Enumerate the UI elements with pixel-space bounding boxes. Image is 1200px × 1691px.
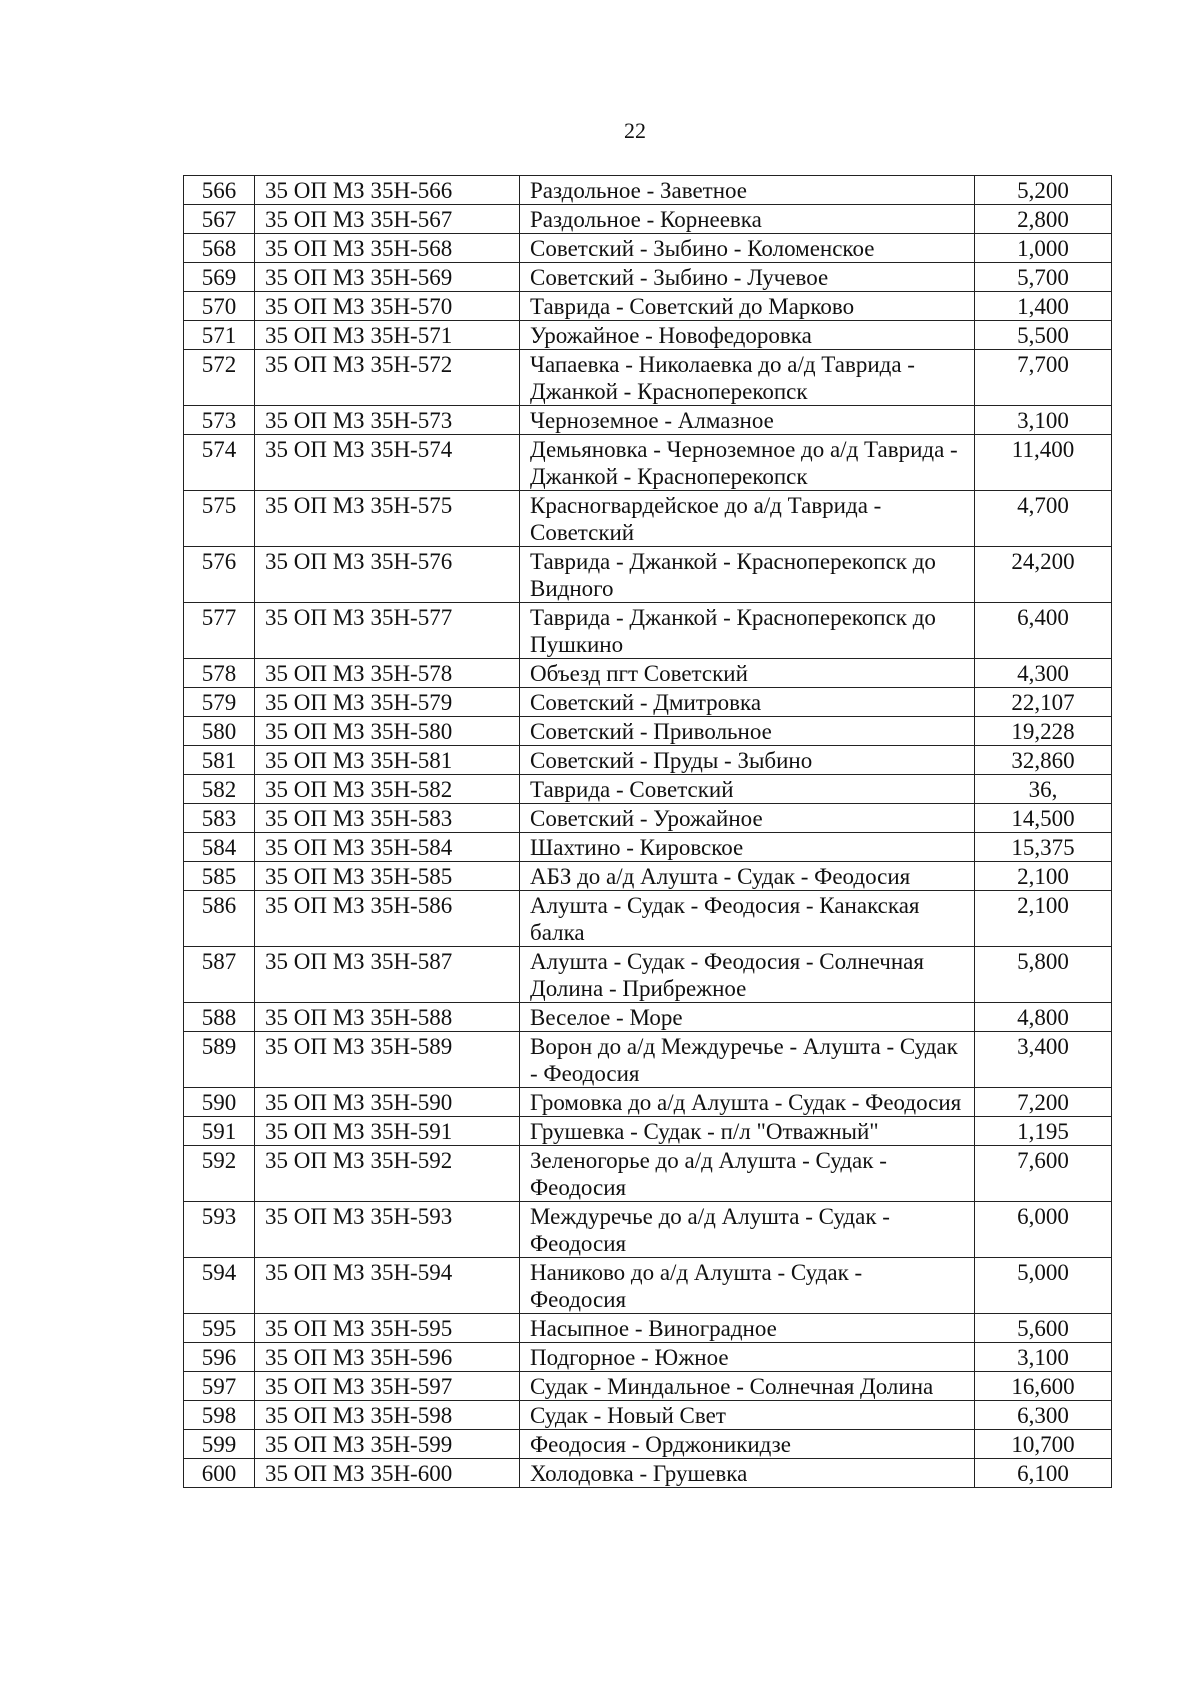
table-row [184, 263, 1112, 292]
road-name: Холодовка - Грушевка [520, 1459, 975, 1488]
road-length: 2,100 [975, 891, 1112, 947]
table-row [184, 1202, 1112, 1258]
table-row [184, 1258, 1112, 1314]
row-number: 587 [184, 947, 255, 1003]
row-number: 582 [184, 775, 255, 804]
road-length: 2,800 [975, 205, 1112, 234]
table-row [184, 746, 1112, 775]
table-row [184, 1146, 1112, 1202]
road-code: 35 ОП МЗ 35Н-570 [255, 292, 520, 321]
road-code: 35 ОП МЗ 35Н-586 [255, 891, 520, 947]
table-row [184, 833, 1112, 862]
row-number: 596 [184, 1343, 255, 1372]
road-code: 35 ОП МЗ 35Н-591 [255, 1117, 520, 1146]
roads-table-body [184, 176, 1112, 1488]
road-length: 4,700 [975, 491, 1112, 547]
road-length: 7,600 [975, 1146, 1112, 1202]
road-length: 5,000 [975, 1258, 1112, 1314]
road-code: 35 ОП МЗ 35Н-587 [255, 947, 520, 1003]
road-name: Грушевка - Судак - п/л "Отважный" [520, 1117, 975, 1146]
road-name: Судак - Новый Свет [520, 1401, 975, 1430]
road-name: Советский - Зыбино - Коломенское [520, 234, 975, 263]
road-code: 35 ОП МЗ 35Н-567 [255, 205, 520, 234]
road-code: 35 ОП МЗ 35Н-571 [255, 321, 520, 350]
road-code: 35 ОП МЗ 35Н-569 [255, 263, 520, 292]
table-row [184, 862, 1112, 891]
table-row [184, 891, 1112, 947]
row-number: 585 [184, 862, 255, 891]
row-number: 584 [184, 833, 255, 862]
table-row [184, 406, 1112, 435]
row-number: 583 [184, 804, 255, 833]
row-number: 579 [184, 688, 255, 717]
row-number: 593 [184, 1202, 255, 1258]
road-length: 1,195 [975, 1117, 1112, 1146]
row-number: 594 [184, 1258, 255, 1314]
road-code: 35 ОП МЗ 35Н-594 [255, 1258, 520, 1314]
road-code: 35 ОП МЗ 35Н-572 [255, 350, 520, 406]
page-number: 22 [624, 118, 646, 143]
road-length: 22,107 [975, 688, 1112, 717]
road-code: 35 ОП МЗ 35Н-580 [255, 717, 520, 746]
road-name: Советский - Урожайное [520, 804, 975, 833]
road-code: 35 ОП МЗ 35Н-574 [255, 435, 520, 491]
row-number: 572 [184, 350, 255, 406]
road-name: Раздольное - Корнеевка [520, 205, 975, 234]
road-code: 35 ОП МЗ 35Н-581 [255, 746, 520, 775]
row-number: 578 [184, 659, 255, 688]
row-number: 573 [184, 406, 255, 435]
table-row [184, 292, 1112, 321]
road-name: Красногвардейское до а/д Таврида - Советский [520, 491, 975, 547]
road-length: 36, [975, 775, 1112, 804]
table-row [184, 1032, 1112, 1088]
table-row [184, 435, 1112, 491]
road-code: 35 ОП МЗ 35Н-579 [255, 688, 520, 717]
row-number: 591 [184, 1117, 255, 1146]
road-length: 5,600 [975, 1314, 1112, 1343]
road-code: 35 ОП МЗ 35Н-599 [255, 1430, 520, 1459]
row-number: 598 [184, 1401, 255, 1430]
row-number: 574 [184, 435, 255, 491]
road-name: Советский - Зыбино - Лучевое [520, 263, 975, 292]
road-code: 35 ОП МЗ 35Н-583 [255, 804, 520, 833]
road-name: Насыпное - Виноградное [520, 1314, 975, 1343]
road-name: Феодосия - Орджоникидзе [520, 1430, 975, 1459]
table-row [184, 491, 1112, 547]
road-length: 5,500 [975, 321, 1112, 350]
road-length: 4,300 [975, 659, 1112, 688]
table-row [184, 947, 1112, 1003]
road-name: Междуречье до а/д Алушта - Судак - Феодосия [520, 1202, 975, 1258]
road-code: 35 ОП МЗ 35Н-585 [255, 862, 520, 891]
road-name: Объезд пгт Советский [520, 659, 975, 688]
row-number: 586 [184, 891, 255, 947]
road-code: 35 ОП МЗ 35Н-575 [255, 491, 520, 547]
row-number: 592 [184, 1146, 255, 1202]
road-code: 35 ОП МЗ 35Н-577 [255, 603, 520, 659]
road-length: 1,000 [975, 234, 1112, 263]
road-code: 35 ОП МЗ 35Н-592 [255, 1146, 520, 1202]
table-row [184, 804, 1112, 833]
road-length: 11,400 [975, 435, 1112, 491]
road-length: 24,200 [975, 547, 1112, 603]
row-number: 566 [184, 176, 255, 205]
table-row [184, 1343, 1112, 1372]
table-row [184, 350, 1112, 406]
road-length: 2,100 [975, 862, 1112, 891]
road-code: 35 ОП МЗ 35Н-596 [255, 1343, 520, 1372]
row-number: 590 [184, 1088, 255, 1117]
row-number: 577 [184, 603, 255, 659]
road-code: 35 ОП МЗ 35Н-589 [255, 1032, 520, 1088]
road-name: Громовка до а/д Алушта - Судак - Феодосия [520, 1088, 975, 1117]
road-code: 35 ОП МЗ 35Н-590 [255, 1088, 520, 1117]
road-length: 5,700 [975, 263, 1112, 292]
road-code: 35 ОП МЗ 35Н-593 [255, 1202, 520, 1258]
road-name: Черноземное - Алмазное [520, 406, 975, 435]
table-row [184, 603, 1112, 659]
road-length: 5,200 [975, 176, 1112, 205]
road-length: 10,700 [975, 1430, 1112, 1459]
table-row [184, 1314, 1112, 1343]
table-row [184, 1003, 1112, 1032]
table-row [184, 1088, 1112, 1117]
road-code: 35 ОП МЗ 35Н-595 [255, 1314, 520, 1343]
road-code: 35 ОП МЗ 35Н-600 [255, 1459, 520, 1488]
row-number: 567 [184, 205, 255, 234]
road-name: Судак - Миндальное - Солнечная Долина [520, 1372, 975, 1401]
road-length: 3,400 [975, 1032, 1112, 1088]
road-length: 6,000 [975, 1202, 1112, 1258]
road-length: 4,800 [975, 1003, 1112, 1032]
table-row [184, 688, 1112, 717]
road-length: 6,300 [975, 1401, 1112, 1430]
road-name: Наниково до а/д Алушта - Судак - Феодосия [520, 1258, 975, 1314]
road-code: 35 ОП МЗ 35Н-582 [255, 775, 520, 804]
road-name: Подгорное - Южное [520, 1343, 975, 1372]
road-name: Таврида - Советский до Марково [520, 292, 975, 321]
road-name: Чапаевка - Николаевка до а/д Таврида - Джанкой - Красноперекопск [520, 350, 975, 406]
table-row [184, 775, 1112, 804]
road-name: Алушта - Судак - Феодосия - Канакская балка [520, 891, 975, 947]
road-code: 35 ОП МЗ 35Н-584 [255, 833, 520, 862]
road-name: Шахтино - Кировское [520, 833, 975, 862]
road-name: Ворон до а/д Междуречье - Алушта - Судак - Феодосия [520, 1032, 975, 1088]
row-number: 580 [184, 717, 255, 746]
road-name: Веселое - Море [520, 1003, 975, 1032]
road-length: 3,100 [975, 406, 1112, 435]
road-name: Таврида - Советский [520, 775, 975, 804]
road-length: 19,228 [975, 717, 1112, 746]
table-row [184, 1430, 1112, 1459]
road-code: 35 ОП МЗ 35Н-578 [255, 659, 520, 688]
row-number: 600 [184, 1459, 255, 1488]
road-length: 15,375 [975, 833, 1112, 862]
row-number: 576 [184, 547, 255, 603]
road-name: АБЗ до а/д Алушта - Судак - Феодосия [520, 862, 975, 891]
road-length: 14,500 [975, 804, 1112, 833]
row-number: 588 [184, 1003, 255, 1032]
table-row [184, 1459, 1112, 1488]
road-code: 35 ОП МЗ 35Н-566 [255, 176, 520, 205]
road-name: Демьяновка - Черноземное до а/д Таврида - Джанкой - Красноперекопск [520, 435, 975, 491]
table-row [184, 1117, 1112, 1146]
road-length: 16,600 [975, 1372, 1112, 1401]
road-code: 35 ОП МЗ 35Н-573 [255, 406, 520, 435]
road-length: 6,400 [975, 603, 1112, 659]
table-row [184, 176, 1112, 205]
row-number: 568 [184, 234, 255, 263]
row-number: 597 [184, 1372, 255, 1401]
road-code: 35 ОП МЗ 35Н-598 [255, 1401, 520, 1430]
table-row [184, 547, 1112, 603]
row-number: 599 [184, 1430, 255, 1459]
road-length: 7,200 [975, 1088, 1112, 1117]
road-length: 5,800 [975, 947, 1112, 1003]
row-number: 589 [184, 1032, 255, 1088]
row-number: 570 [184, 292, 255, 321]
table-row [184, 659, 1112, 688]
road-name: Урожайное - Новофедоровка [520, 321, 975, 350]
road-length: 3,100 [975, 1343, 1112, 1372]
row-number: 571 [184, 321, 255, 350]
road-name: Зеленогорье до а/д Алушта - Судак - Феодосия [520, 1146, 975, 1202]
table-row [184, 321, 1112, 350]
road-name: Советский - Привольное [520, 717, 975, 746]
row-number: 575 [184, 491, 255, 547]
road-length: 32,860 [975, 746, 1112, 775]
row-number: 595 [184, 1314, 255, 1343]
row-number: 581 [184, 746, 255, 775]
table-row [184, 717, 1112, 746]
table-row [184, 1372, 1112, 1401]
road-name: Таврида - Джанкой - Красноперекопск до Видного [520, 547, 975, 603]
road-code: 35 ОП МЗ 35Н-576 [255, 547, 520, 603]
table-row [184, 1401, 1112, 1430]
road-name: Алушта - Судак - Феодосия - Солнечная Долина - Прибрежное [520, 947, 975, 1003]
road-length: 7,700 [975, 350, 1112, 406]
road-length: 6,100 [975, 1459, 1112, 1488]
row-number: 569 [184, 263, 255, 292]
road-length: 1,400 [975, 292, 1112, 321]
road-code: 35 ОП МЗ 35Н-597 [255, 1372, 520, 1401]
road-name: Советский - Дмитровка [520, 688, 975, 717]
road-code: 35 ОП МЗ 35Н-568 [255, 234, 520, 263]
road-name: Советский - Пруды - Зыбино [520, 746, 975, 775]
table-row [184, 205, 1112, 234]
road-code: 35 ОП МЗ 35Н-588 [255, 1003, 520, 1032]
table-row [184, 234, 1112, 263]
road-name: Таврида - Джанкой - Красноперекопск до Пушкино [520, 603, 975, 659]
roads-table [183, 175, 1112, 1488]
road-name: Раздольное - Заветное [520, 176, 975, 205]
